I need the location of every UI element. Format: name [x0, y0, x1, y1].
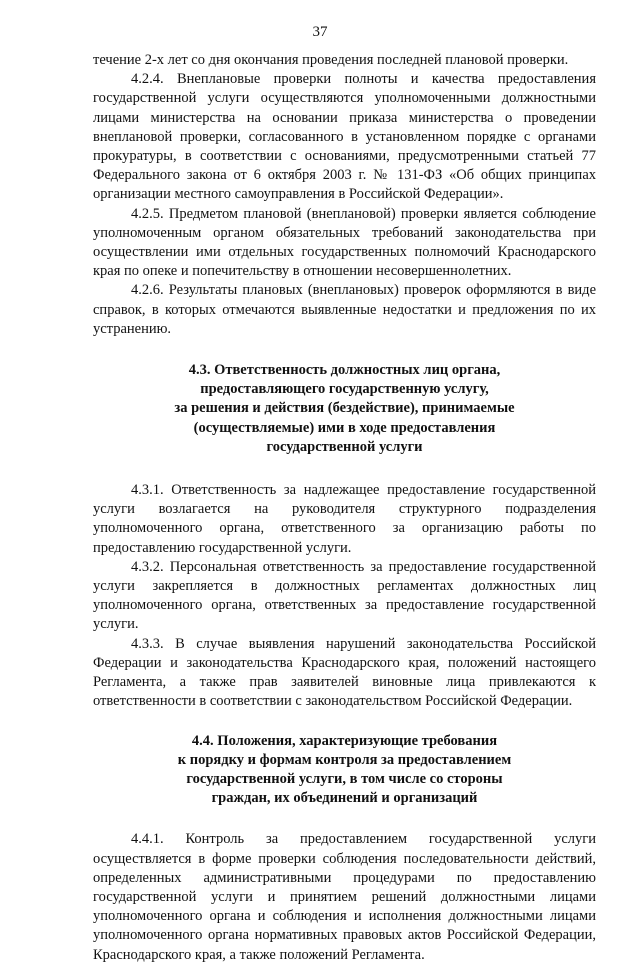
heading-line: за решения и действия (бездействие), принимаемые — [174, 400, 515, 417]
paragraph-4-3-2: 4.3.2. Персональная ответственность за предоставление государственной услуги закрепляется в должностных регламентах должностных лиц уполномоченного органа, ответственных за предоставление государственной услуги. — [93, 558, 596, 633]
heading-line: государственной услуги — [266, 438, 423, 455]
page-number: 37 — [312, 24, 328, 40]
paragraph-continuation: течение 2-х лет со дня окончания проведения последней плановой проверки. — [93, 52, 569, 68]
heading-line: (осуществляемые) ими в ходе предоставления — [193, 419, 496, 436]
heading-line: к порядку и формам контроля за предоставлением — [177, 751, 512, 768]
heading-line: государственной услуги, в том числе со стороны — [186, 770, 503, 787]
section-heading-4-4 — [93, 732, 596, 809]
heading-line: предоставляющего государственную услугу, — [200, 381, 489, 398]
heading-line: граждан, их объединений и организаций — [211, 790, 478, 807]
heading-line: 4.4. Положения, характеризующие требования — [191, 732, 498, 749]
paragraph-4-3-3: 4.3.3. В случае выявления нарушений законодательства Российской Федерации и законодательства Краснодарского края, положений настоящего Регламента, а также прав заявителей виновные лица привлекаются к ответственности в соответствии с законодательством Российской Федерации. — [93, 635, 596, 710]
paragraph-4-2-5: 4.2.5. Предметом плановой (внеплановой) проверки является соблюдение уполномоченным органом обязательных требований законодательства при осуществлении ими отдельных государственных полномочий Краснодарского края по опеке и попечительству в отношении несовершеннолетних. — [93, 205, 596, 280]
paragraph-4-2-6: 4.2.6. Результаты плановых (внеплановых) проверок оформляются в виде справок, в которых отмечаются выявленные недостатки и предложения по их устранению. — [93, 282, 596, 337]
section-heading-4-3 — [93, 361, 596, 457]
paragraph-4-3-1: 4.3.1. Ответственность за надлежащее предоставление государственной услуги возлагается на руководителя структурного подразделения уполномоченного органа, ответственного за организацию работы по предоставлению государственной услуги. — [93, 482, 596, 556]
paragraph-4-4-1: 4.4.1. Контроль за предоставлением государственной услуги осуществляется в форме проверки соблюдения последовательности действий, определенных административными процедурами по предоставлению государственной услуги и принятием решений должностными лицами уполномоченного органа и соблюдения и исполнения должностными лицами уполномоченного органа нормативных правовых актов Российской Федерации, Краснодарского края, а также положений Регламента. — [93, 831, 596, 963]
heading-line: 4.3. Ответственность должностных лиц органа, — [188, 362, 501, 379]
paragraph-4-2-4: 4.2.4. Внеплановые проверки полноты и качества предоставления государственной услуги осуществляются уполномоченными должностными лицами министерства на основании приказа министерства о проведении внеплановой проверки, согласованного в установленном порядке с органами прокуратуры, в соответствии с основаниями, предусмотренными статьей 77 Федерального закона от 6 октября 2003 г. № 131-ФЗ «Об общих принципах организации местного самоуправления в Российской Федерации». — [93, 71, 596, 203]
